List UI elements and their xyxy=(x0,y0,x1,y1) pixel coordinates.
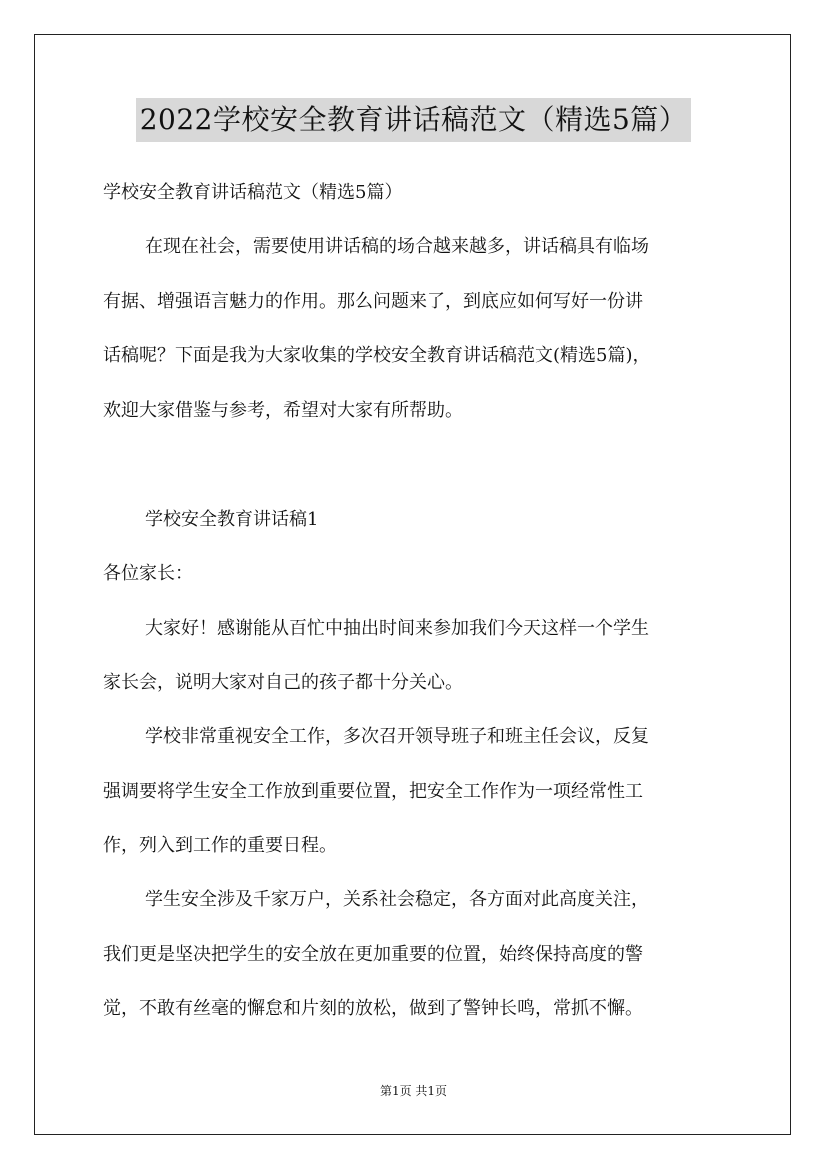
salutation: 各位家长： xyxy=(103,563,193,584)
paragraph-line: 我们更是坚决把学生的安全放在更加重要的位置，始终保持高度的警 xyxy=(103,944,643,965)
paragraph-line: 觉，不敢有丝毫的懈怠和片刻的放松，做到了警钟长鸣，常抓不懈。 xyxy=(103,998,643,1019)
page-footer: 第1页 共1页 xyxy=(379,1084,448,1098)
paragraph-line: 有据、增强语言魅力的作用。那么问题来了，到底应如何写好一份讲 xyxy=(103,291,643,312)
document-title: 2022学校安全教育讲话稿范文（精选5篇） xyxy=(136,98,692,142)
paragraph-line: 学校非常重视安全工作，多次召开领导班子和班主任会议，反复 xyxy=(145,726,649,747)
paragraph-line: 强调要将学生安全工作放到重要位置，把安全工作作为一项经常性工 xyxy=(103,781,643,802)
paragraph-line: 话稿呢？下面是我为大家收集的学校安全教育讲话稿范文(精选5篇)， xyxy=(103,345,651,366)
subtitle-line: 学校安全教育讲话稿范文（精选5篇） xyxy=(103,182,403,203)
paragraph-line: 作，列入到工作的重要日程。 xyxy=(103,835,337,856)
paragraph-line: 大家好！感谢能从百忙中抽出时间来参加我们今天这样一个学生 xyxy=(145,618,649,639)
section-heading: 学校安全教育讲话稿1 xyxy=(145,509,319,530)
paragraph-line: 欢迎大家借鉴与参考，希望对大家有所帮助。 xyxy=(103,400,463,421)
paragraph-line: 在现在社会，需要使用讲话稿的场合越来越多，讲话稿具有临场 xyxy=(145,236,649,257)
paragraph-line: 学生安全涉及千家万户，关系社会稳定，各方面对此高度关注， xyxy=(145,889,649,910)
paragraph-line: 家长会，说明大家对自己的孩子都十分关心。 xyxy=(103,672,463,693)
title-container xyxy=(0,98,827,142)
